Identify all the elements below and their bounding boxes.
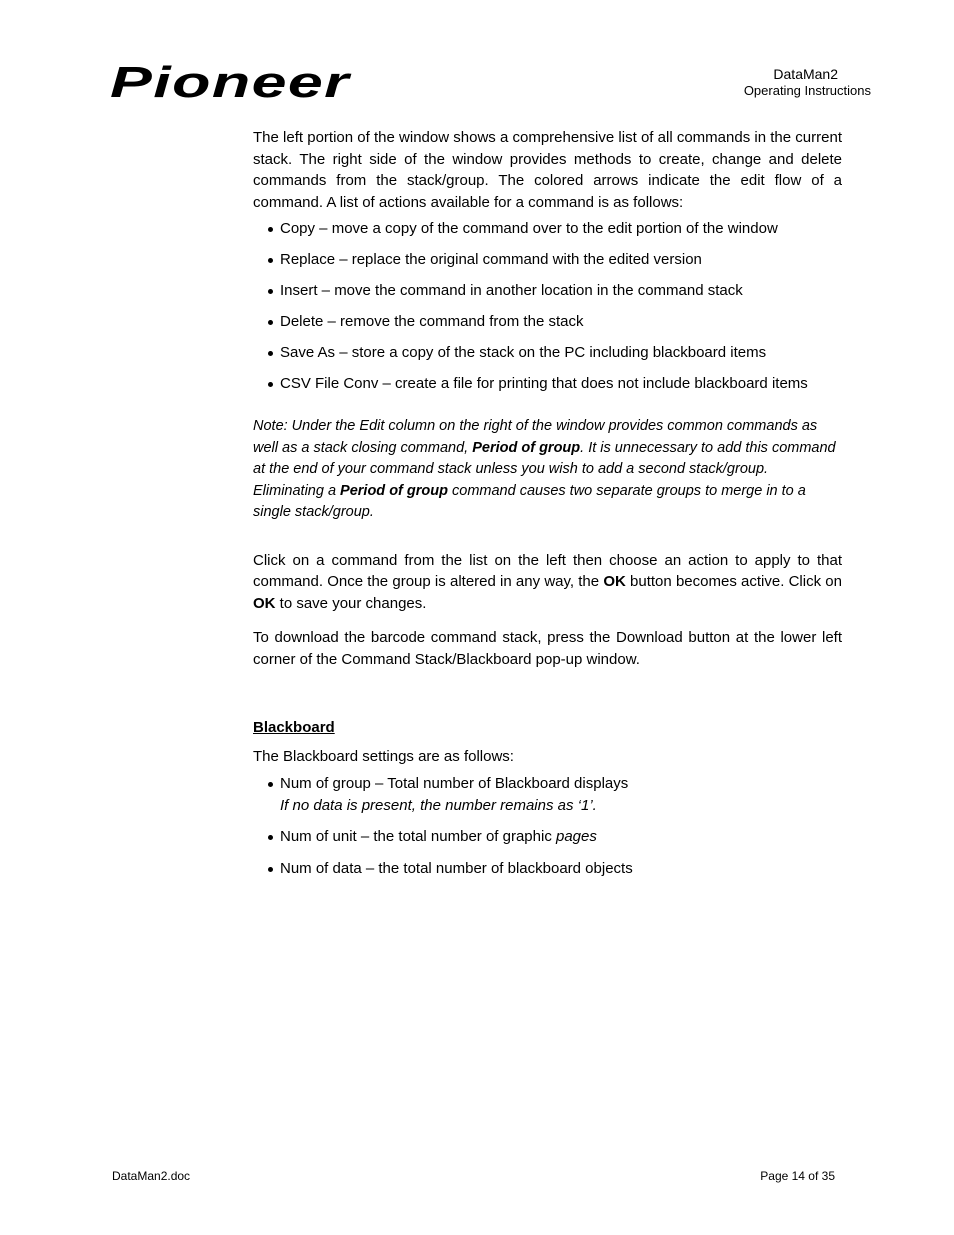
list-item [253, 773, 842, 817]
note-bold-term: Period of group [472, 439, 581, 456]
footer-file-name: DataMan2.doc [112, 1169, 191, 1183]
list-item: CSV File Conv – create a file for printing that does not include blackboard items [253, 373, 842, 394]
list-item-emphasis: pages [555, 827, 597, 845]
note-bold-term: Period of group [340, 482, 448, 499]
document-header [744, 66, 871, 100]
list-item: Replace – replace the original command with the edited version [253, 249, 842, 270]
list-item-note: If no data is present, the number remains as ‘1’. [280, 796, 597, 814]
page-content [253, 127, 842, 879]
logo-text: Pioneer [110, 62, 353, 104]
list-item: Copy – move a copy of the command over to the edit portion of the window [253, 218, 842, 239]
header-doc-name: DataMan2 [773, 66, 838, 82]
header-doc-subtitle: Operating Instructions [743, 83, 871, 98]
list-item: Insert – move the command in another location in the command stack [253, 280, 842, 301]
note-text: . It is unnecessary to add this command at the end of your command stack unless you wish to add a second stack/group. Eliminating a [253, 439, 836, 499]
ok-term: OK [253, 594, 276, 612]
note-text: Note: Under the Edit column on the right of the window provides common commands as well as a stack closing command, [253, 418, 818, 456]
click-paragraph [253, 550, 842, 615]
list-item: Num of data – the total number of blackboard objects [253, 858, 842, 879]
download-paragraph: To download the barcode command stack, press the Download button at the lower left corner of the Command Stack/Blackboard pop-up window. [253, 629, 842, 668]
blackboard-list [253, 773, 842, 879]
list-item-text: Num of group – Total number of Blackboard displays [280, 774, 629, 792]
note-text: command causes two separate groups to merge in to a single stack/group. [253, 482, 806, 520]
note-paragraph [253, 416, 842, 524]
pioneer-logo [110, 62, 354, 104]
list-item-text: Num of unit – the total number of graphic [280, 827, 556, 845]
blackboard-heading: Blackboard [253, 719, 335, 736]
list-item: Save As – store a copy of the stack on the PC including blackboard items [253, 342, 842, 363]
list-item: Delete – remove the command from the stack [253, 311, 842, 332]
click-text: Click on a command from the list on the left then choose an action to apply to that command. Once the group is altered in any way, the [253, 551, 842, 590]
footer-page-number: Page 14 of 35 [760, 1169, 835, 1183]
ok-term: OK [603, 573, 626, 590]
pioneer-wordmark-graphic [110, 62, 354, 104]
list-item [253, 826, 842, 847]
actions-list [253, 218, 842, 394]
click-text: to save your changes. [275, 594, 427, 612]
intro-paragraph: The left portion of the window shows a comprehensive list of all commands in the current stack. The right side of the window provides methods to create, change and delete commands from the stack/group. The colored arrows indicate the edit flow of a command. A list of actions available for a command is as follows: [253, 129, 842, 211]
click-text: button becomes active. Click on [625, 573, 842, 590]
blackboard-intro: The Blackboard settings are as follows: [253, 748, 514, 765]
